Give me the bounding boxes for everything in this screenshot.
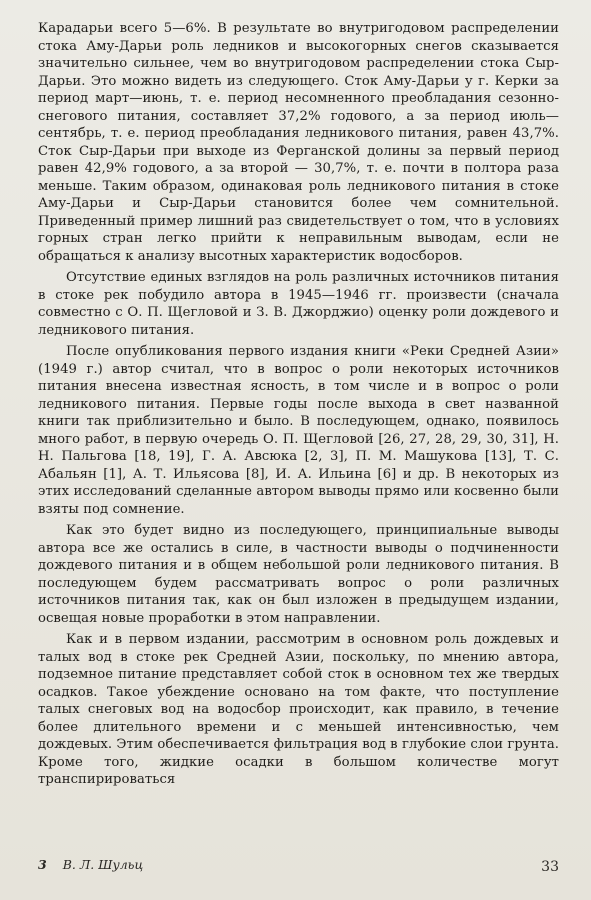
paragraph-5: Как и в первом издании, рассмотрим в основном роль дождевых и талых вод в стоке рек Средней Азии, поскольку, по мнению автора, подземное питание представляет собой сток в основном тех же твердых осадков. Такое убеждение основано на том факте, что поступление талых снеговых вод на водосбор происходит, как правило, в течение более длительного времени и с меньшей интенсивностью, чем дождевых. Этим обеспечивается фильтрация вод в глубокие слои грунта. Кроме того, жидкие осадки в большом количестве могут транспирироваться	[38, 632, 559, 787]
paragraph-4: Как это будет видно из последующего, принципиальные выводы автора все же остались в силе, в частности выводы о подчиненности дождевого питания и в общем небольшой роли ледникового питания. В последующем будем рассматривать вопрос о роли различных источников питания так, как он был изложен в предыдущем издании, освещая новые проработки в этом направлении.	[38, 523, 559, 626]
paragraph-1: Карадарьи всего 5—6%. В результате во внутригодовом распределении стока Аму-Дарьи роль ледников и высокогорных снегов сказывается значительно сильнее, чем во внутригодовом распределении стока Сыр-Дарьи. Это можно видеть из следующего. Сток Аму-Дарьи у г. Керки за период март—июнь, т. е. период несомненного преобладания сезонно-снегового питания, составляет 37,2% годового, а за период июль—сентябрь, т. е. период преобладания ледникового питания, равен 43,7%. Сток Сыр-Дарьи при выходе из Ферганской долины за первый период равен 42,9% годового, а за второй — 30,7%, т. е. почти в полтора раза меньше. Таким образом, одинаковая роль ледникового питания в стоке Аму-Дарьи и Сыр-Дарьи становится более чем сомнительной. Приведенный пример лишний раз свидетельствует о том, что в условиях горных стран легко прийти к неправильным выводам, если не обращаться к анализу высотных характеристик водосборов.	[38, 21, 559, 264]
paragraph-2: Отсутствие единых взглядов на роль различных источников питания в стоке рек побудило автора в 1945—1946 гг. произвести (сначала совместно с О. П. Щегловой и З. В. Джорджио) оценку роли дождевого и ледникового питания.	[38, 270, 559, 338]
signature-author: В. Л. Шульц	[62, 857, 144, 872]
page-number: 33	[541, 859, 559, 875]
signature-number: 3	[38, 857, 47, 872]
body-text	[38, 20, 559, 789]
page-footer	[38, 857, 559, 879]
paragraph-3: После опубликования первого издания книги «Реки Средней Азии» (1949 г.) автор считал, что в вопрос о роли некоторых источников питания внесена известная ясность, в том числе и в вопрос о роли ледникового питания. Первые годы после выхода в свет названной книги так приблизительно и было. В последующем, однако, появилось много работ, в первую очередь О. П. Щегловой [26, 27, 28, 29, 30, 31], Н. Н. Пальгова [18, 19], Г. А. Авсюка [2, 3], П. М. Машукова [13], Т. С. Абальян [1], А. Т. Ильясова [8], И. А. Ильина [6] и др. В некоторых из этих исследований сделанные автором выводы прямо или косвенно были взяты под сомнение.	[38, 344, 559, 517]
signature-mark	[38, 857, 143, 872]
